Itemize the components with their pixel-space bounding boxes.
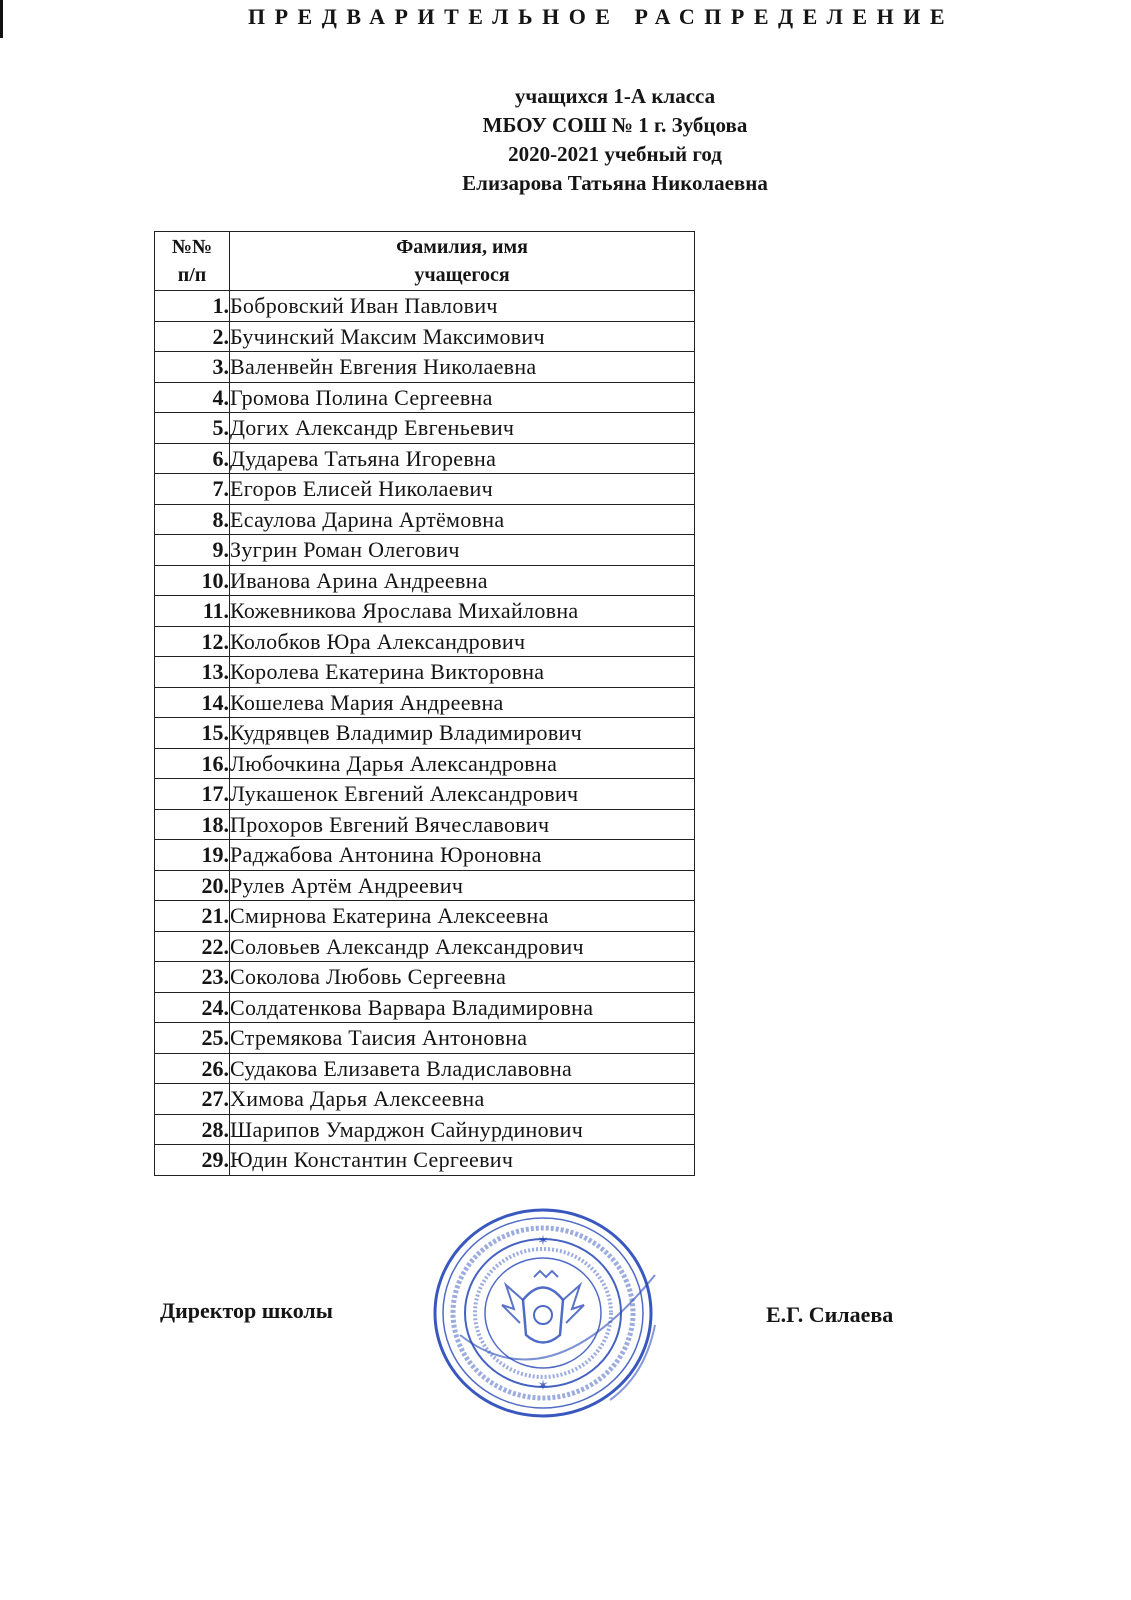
table-row xyxy=(155,352,695,383)
table-row xyxy=(155,962,695,993)
header-year-line: 2020-2021 учебный год xyxy=(508,142,722,166)
student-name: Колобков Юра Александрович xyxy=(230,626,695,657)
student-name: Королева Екатерина Викторовна xyxy=(230,657,695,688)
table-row xyxy=(155,382,695,413)
table-row xyxy=(155,687,695,718)
student-name: Бобровский Иван Павлович xyxy=(230,291,695,322)
table-header-row xyxy=(155,232,695,291)
column-header-number xyxy=(155,232,230,291)
table-row xyxy=(155,291,695,322)
student-name: Соколова Любовь Сергеевна xyxy=(230,962,695,993)
row-number: 15. xyxy=(155,718,230,749)
student-name: Судакова Елизавета Владиславовна xyxy=(230,1053,695,1084)
student-name: Шарипов Умарджон Сайнурдинович xyxy=(230,1114,695,1145)
student-name: Стремякова Таисия Антоновна xyxy=(230,1023,695,1054)
student-name: Дударева Татьяна Игоревна xyxy=(230,443,695,474)
student-name: Прохоров Евгений Вячеславович xyxy=(230,809,695,840)
student-name: Лукашенок Евгений Александрович xyxy=(230,779,695,810)
table-row xyxy=(155,779,695,810)
table-row xyxy=(155,1114,695,1145)
row-number: 24. xyxy=(155,992,230,1023)
svg-text:✶: ✶ xyxy=(537,1233,549,1249)
row-number: 6. xyxy=(155,443,230,474)
table-row xyxy=(155,840,695,871)
table-row xyxy=(155,443,695,474)
table-row xyxy=(155,321,695,352)
header-school-line: МБОУ СОШ № 1 г. Зубцова xyxy=(482,113,748,137)
student-name: Догих Александр Евгеньевич xyxy=(230,413,695,444)
student-name: Егоров Елисей Николаевич xyxy=(230,474,695,505)
row-number: 3. xyxy=(155,352,230,383)
row-number: 13. xyxy=(155,657,230,688)
table-row xyxy=(155,596,695,627)
header-class-line: учащихся 1-А класса xyxy=(514,84,716,108)
table-row xyxy=(155,657,695,688)
row-number: 27. xyxy=(155,1084,230,1115)
student-name: Зугрин Роман Олегович xyxy=(230,535,695,566)
table-row xyxy=(155,504,695,535)
table-row xyxy=(155,931,695,962)
row-number: 8. xyxy=(155,504,230,535)
row-number: 5. xyxy=(155,413,230,444)
row-number: 11. xyxy=(155,596,230,627)
column-header-name-line2: учащегося xyxy=(414,264,510,286)
student-name: Рулев Артём Андреевич xyxy=(230,870,695,901)
document-title: ПРЕДВАРИТЕЛЬНОЕ РАСПРЕДЕЛЕНИЕ xyxy=(248,4,954,29)
student-name: Иванова Арина Андреевна xyxy=(230,565,695,596)
row-number: 12. xyxy=(155,626,230,657)
row-number: 19. xyxy=(155,840,230,871)
student-name: Юдин Константин Сергеевич xyxy=(230,1145,695,1176)
student-name: Соловьев Александр Александрович xyxy=(230,931,695,962)
student-name: Кудрявцев Владимир Владимирович xyxy=(230,718,695,749)
row-number: 7. xyxy=(155,474,230,505)
table-row xyxy=(155,474,695,505)
table-row xyxy=(155,748,695,779)
student-name: Есаулова Дарина Артёмовна xyxy=(230,504,695,535)
student-name: Кожевникова Ярослава Михайловна xyxy=(230,596,695,627)
row-number: 9. xyxy=(155,535,230,566)
table-row xyxy=(155,413,695,444)
table-row xyxy=(155,901,695,932)
student-name: Раджабова Антонина Юроновна xyxy=(230,840,695,871)
scan-edge-mark xyxy=(0,0,3,38)
table-row xyxy=(155,1023,695,1054)
student-name: Валенвейн Евгения Николаевна xyxy=(230,352,695,383)
director-name: Е.Г. Силаева xyxy=(766,1302,894,1327)
row-number: 17. xyxy=(155,779,230,810)
row-number: 25. xyxy=(155,1023,230,1054)
table-row xyxy=(155,1053,695,1084)
row-number: 14. xyxy=(155,687,230,718)
svg-text:✶: ✶ xyxy=(537,1378,549,1394)
table-row xyxy=(155,992,695,1023)
table-row xyxy=(155,565,695,596)
student-list-table xyxy=(154,231,695,1176)
row-number: 20. xyxy=(155,870,230,901)
row-number: 10. xyxy=(155,565,230,596)
row-number: 29. xyxy=(155,1145,230,1176)
row-number: 1. xyxy=(155,291,230,322)
student-name: Смирнова Екатерина Алексеевна xyxy=(230,901,695,932)
row-number: 22. xyxy=(155,931,230,962)
column-header-number-line1: №№ xyxy=(171,236,213,258)
student-name: Солдатенкова Варвара Владимировна xyxy=(230,992,695,1023)
row-number: 4. xyxy=(155,382,230,413)
student-name: Громова Полина Сергеевна xyxy=(230,382,695,413)
official-stamp-icon xyxy=(430,1205,660,1420)
table-row xyxy=(155,718,695,749)
table-row xyxy=(155,626,695,657)
row-number: 23. xyxy=(155,962,230,993)
table-row xyxy=(155,870,695,901)
student-name: Любочкина Дарья Александровна xyxy=(230,748,695,779)
director-title: Директор школы xyxy=(160,1298,333,1323)
row-number: 28. xyxy=(155,1114,230,1145)
row-number: 21. xyxy=(155,901,230,932)
row-number: 18. xyxy=(155,809,230,840)
column-header-number-line2: п/п xyxy=(177,264,207,286)
table-row xyxy=(155,1084,695,1115)
row-number: 26. xyxy=(155,1053,230,1084)
header-teacher-line: Елизарова Татьяна Николаевна xyxy=(462,171,768,195)
table-row xyxy=(155,1145,695,1176)
row-number: 2. xyxy=(155,321,230,352)
row-number: 16. xyxy=(155,748,230,779)
student-name: Бучинский Максим Максимович xyxy=(230,321,695,352)
column-header-name xyxy=(230,232,695,291)
table-row xyxy=(155,809,695,840)
student-name: Химова Дарья Алексеевна xyxy=(230,1084,695,1115)
student-name: Кошелева Мария Андреевна xyxy=(230,687,695,718)
column-header-name-line1: Фамилия, имя xyxy=(396,236,528,258)
table-row xyxy=(155,535,695,566)
